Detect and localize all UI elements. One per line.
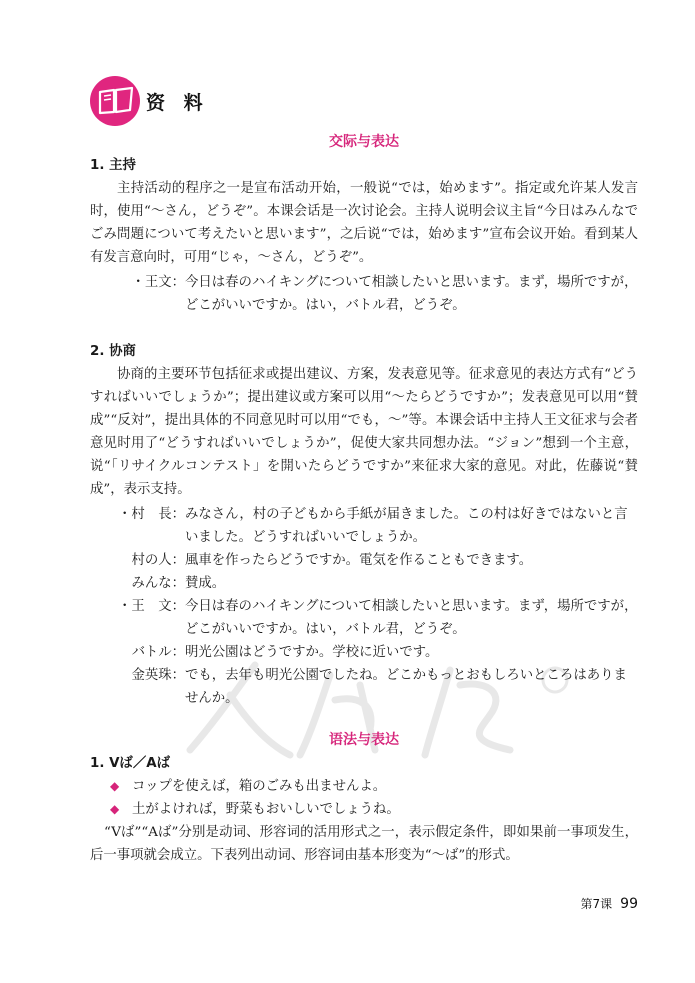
lesson-label: 第7课: [580, 897, 613, 911]
diamond-bullet-icon: ◆: [110, 802, 120, 816]
open-book-icon: [90, 76, 140, 126]
item-title-negotiation: 2. 协商: [90, 344, 136, 359]
dialogue-text: 今日は春のハイキングについて相談したいと思います。まず，場所ですが，どこがいいですか。はい，バトル君，どうぞ。: [185, 599, 638, 637]
dialogue-line: [90, 641, 638, 664]
section-title-grammar: 语法与表达: [329, 732, 399, 748]
dialogue-text: 風車を作ったらどうですか。電気を作ることもできます。: [185, 553, 533, 568]
speaker-label: 村の人：: [131, 553, 185, 568]
speaker-label: ・王文：: [131, 275, 185, 290]
dialogue-line: [90, 271, 638, 317]
header-title: 资 料: [146, 92, 209, 114]
paragraph-grammar: “Vば”“Aば”分别是动词、形容词的活用形式之一，表示假定条件，即如果前一事项发生，后一事项就会成立。下表列出动词、形容词由基本形变为“～ば”的形式。: [90, 825, 638, 863]
page-number: 99: [620, 896, 638, 912]
page-content: [90, 130, 638, 867]
dialogue-text: 明光公園はどうですか。学校に近いです。: [185, 645, 439, 660]
example-sentence: [90, 798, 638, 821]
example-sentence: [90, 775, 638, 798]
example-text: 土がよければ，野菜もおいしいでしょうね。: [132, 802, 400, 817]
dialogue-text: でも，去年も明光公園でしたね。どこかもっとおもしろいところはありませんか。: [185, 668, 627, 706]
dialogue-negotiation: [90, 503, 638, 710]
paragraph-hosting: 主持活动的程序之一是宣布活动开始，一般说“では，始めます”。指定或允许某人发言时，使用“～さん，どうぞ”。本课会话是一次讨论会。主持人说明会议主旨“今日はみんなでごみ問題について考えたいと思います”，之后说“では，始めます”宣布会议开始。看到某人有发言意向时，可用“じゃ，～さん，どうぞ”。: [90, 181, 638, 265]
dialogue-hosting: [90, 271, 638, 317]
speaker-label: 金英珠：: [131, 668, 185, 683]
item-title-hosting: 1. 主持: [90, 158, 136, 173]
speaker-label: バトル：: [131, 645, 185, 660]
dialogue-text: みなさん，村の子どもから手紙が届きました。この村は好きではないと言いました。どうすればいいでしょうか。: [185, 507, 628, 545]
dialogue-line: [90, 595, 638, 641]
dialogue-line: [90, 503, 638, 549]
speaker-label: みんな：: [131, 576, 185, 591]
speaker-label: ・王 文：: [118, 599, 185, 614]
dialogue-text: 今日は春のハイキングについて相談したいと思います。まず，場所ですが，どこがいいですか。はい，バトル君，どうぞ。: [185, 275, 638, 313]
item-title-vba: 1. Vば／Aば: [90, 756, 170, 771]
page-footer: [581, 895, 638, 912]
section-title-communication: 交际与表达: [329, 134, 399, 150]
dialogue-line: [90, 572, 638, 595]
example-text: コップを使えば，箱のごみも出ませんよ。: [132, 779, 387, 794]
dialogue-line: [90, 664, 638, 710]
diamond-bullet-icon: ◆: [110, 779, 120, 793]
paragraph-negotiation: 协商的主要环节包括征求或提出建议、方案，发表意见等。征求意见的表达方式有“どうすればいいでしょうか”；提出建议或方案可以用“～たらどうですか”；发表意见可以用“賛成”“反対”，提出具体的不同意见时可以用“でも，～”等。本课会话中主持人王文征求与会者意见时用了“どうすればいいでしょうか”，促使大家共同想办法。“ジョン”想到一个主意，说“「リサイクルコンテスト」を開いたらどうですか”来征求大家的意见。对此，佐藤说“賛成”，表示支持。: [90, 367, 638, 497]
speaker-label: ・村 長：: [118, 507, 185, 522]
dialogue-line: [90, 549, 638, 572]
dialogue-text: 賛成。: [185, 576, 226, 591]
